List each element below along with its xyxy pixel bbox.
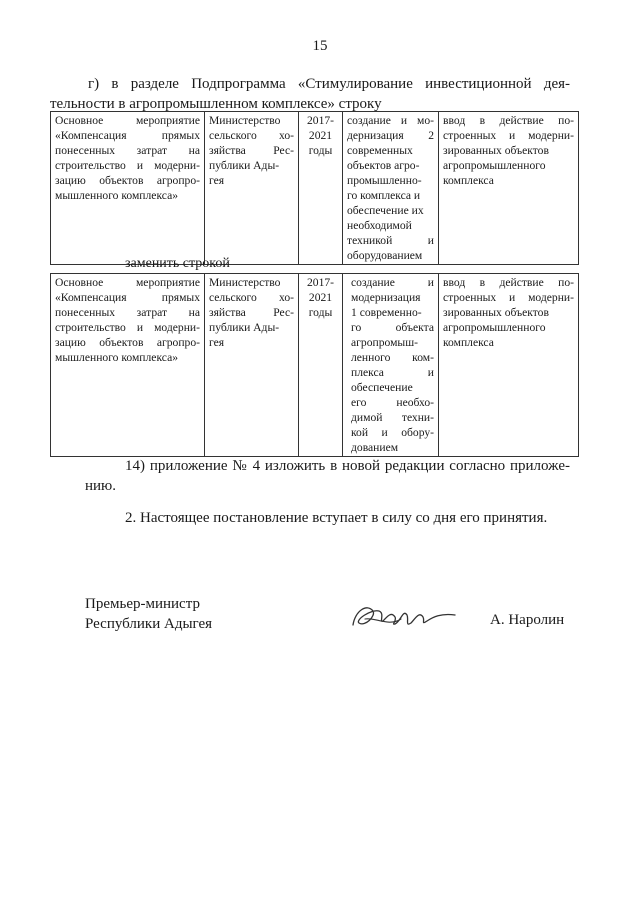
- event-line: «Компенсация прямых: [55, 291, 200, 304]
- indicator-line: комплекса: [443, 174, 494, 187]
- table-row: [51, 112, 579, 265]
- result-line: необходимой: [347, 219, 412, 232]
- indicator-line: ввод в действие по-: [443, 276, 574, 289]
- result-line: димой техни-: [351, 411, 434, 424]
- page-number: 15: [312, 38, 328, 54]
- indicator-line: комплекса: [443, 336, 494, 349]
- intro-line-1: г) в разделе Подпрограмма «Стимулирование инвестиционной дея-: [88, 76, 570, 92]
- result-line: оборудованием: [347, 249, 423, 262]
- result-line: промышленно-: [347, 174, 422, 187]
- result-cell: [343, 274, 439, 457]
- event-line: зацию объектов агропро-: [55, 174, 200, 187]
- indicator-line: агропромышленного: [443, 159, 546, 172]
- result-line: го объекта: [351, 321, 434, 334]
- result-line: дованием: [351, 441, 399, 454]
- result-line: техникой и: [347, 234, 434, 247]
- result-line: создание и мо-: [347, 114, 434, 127]
- result-line: его необхо-: [351, 396, 434, 409]
- executor-line: зяйства Рес-: [209, 144, 294, 157]
- result-line: обеспечение: [351, 381, 413, 394]
- indicator-line: агропромышленного: [443, 321, 546, 334]
- executor-line: публики Ады-: [209, 159, 280, 172]
- signatory-title-line-2: Республики Адыгея: [85, 616, 213, 632]
- period-cell: [299, 274, 343, 457]
- executor-line: гея: [209, 336, 225, 349]
- result-line: го комплекса и: [347, 189, 421, 202]
- executor-line: Министерство: [209, 114, 281, 127]
- event-line: понесенных затрат на: [55, 144, 200, 157]
- event-line: строительство и модерни-: [55, 159, 200, 172]
- indicator-line: зированных объектов: [443, 306, 549, 319]
- result-line: 1 современно-: [351, 306, 422, 319]
- event-line: «Компенсация прямых: [55, 129, 200, 142]
- result-cell: [343, 112, 439, 265]
- event-cell: [51, 274, 205, 457]
- event-line: понесенных затрат на: [55, 306, 200, 319]
- result-line: кой и обору-: [351, 426, 434, 439]
- intro-paragraph: [50, 74, 570, 114]
- item-14-line-1: 14) приложение № 4 изложить в новой редакции согласно приложе-: [125, 458, 570, 474]
- event-line: мышленного комплекса»: [55, 189, 179, 202]
- event-cell: [51, 112, 205, 265]
- event-line: мышленного комплекса»: [55, 351, 179, 364]
- result-line: ленного ком-: [351, 351, 434, 364]
- intro-line-2: тельности в агропромышленном комплексе» строку: [50, 96, 382, 112]
- result-line: плекса и: [351, 366, 434, 379]
- result-line: создание и: [351, 276, 434, 289]
- result-line: современных: [347, 144, 413, 157]
- signatory-title-line-1: Премьер-министр: [85, 596, 200, 612]
- item-14-line-2: нию.: [85, 478, 117, 494]
- executor-line: сельского хо-: [209, 129, 294, 142]
- old-program-row-table: [50, 111, 579, 265]
- indicator-line: строенных и модерни-: [443, 291, 574, 304]
- result-line: обеспечение их: [347, 204, 424, 217]
- signatory-name: А. Наролин: [490, 612, 565, 628]
- period-line: годы: [308, 306, 333, 319]
- indicator-line: зированных объектов: [443, 144, 549, 157]
- executor-line: публики Ады-: [209, 321, 280, 334]
- period-line: годы: [308, 144, 333, 157]
- executor-line: гея: [209, 174, 225, 187]
- event-line: строительство и модерни-: [55, 321, 200, 334]
- table-row: [51, 274, 579, 457]
- executor-line: Министерство: [209, 276, 281, 289]
- replace-label: заменить строкой: [125, 256, 230, 271]
- executor-line: сельского хо-: [209, 291, 294, 304]
- period-cell: [299, 112, 343, 265]
- period-line: 2021: [308, 129, 333, 142]
- executor-line: зяйства Рес-: [209, 306, 294, 319]
- period-line: 2017-: [306, 114, 335, 127]
- result-line: объектов агро-: [347, 159, 420, 172]
- indicator-line: строенных и модерни-: [443, 129, 574, 142]
- executor-cell: [205, 274, 299, 457]
- indicator-cell: [439, 112, 579, 265]
- result-line: дернизация 2: [347, 129, 434, 142]
- period-line: 2017-: [306, 276, 335, 289]
- handwritten-signature: [345, 597, 460, 637]
- new-program-row-table: [50, 273, 579, 457]
- event-line: зацию объектов агропро-: [55, 336, 200, 349]
- result-line: модернизация: [351, 291, 421, 304]
- period-line: 2021: [308, 291, 333, 304]
- signatory-title: [85, 594, 212, 634]
- result-line: агропромыш-: [351, 336, 418, 349]
- executor-cell: [205, 112, 299, 265]
- indicator-line: ввод в действие по-: [443, 114, 574, 127]
- event-line: Основное мероприятие: [55, 276, 200, 289]
- event-line: Основное мероприятие: [55, 114, 200, 127]
- item-2-paragraph: 2. Настоящее постановление вступает в силу со дня его принятия.: [125, 510, 548, 526]
- indicator-cell: [439, 274, 579, 457]
- item-14-paragraph: [85, 456, 570, 496]
